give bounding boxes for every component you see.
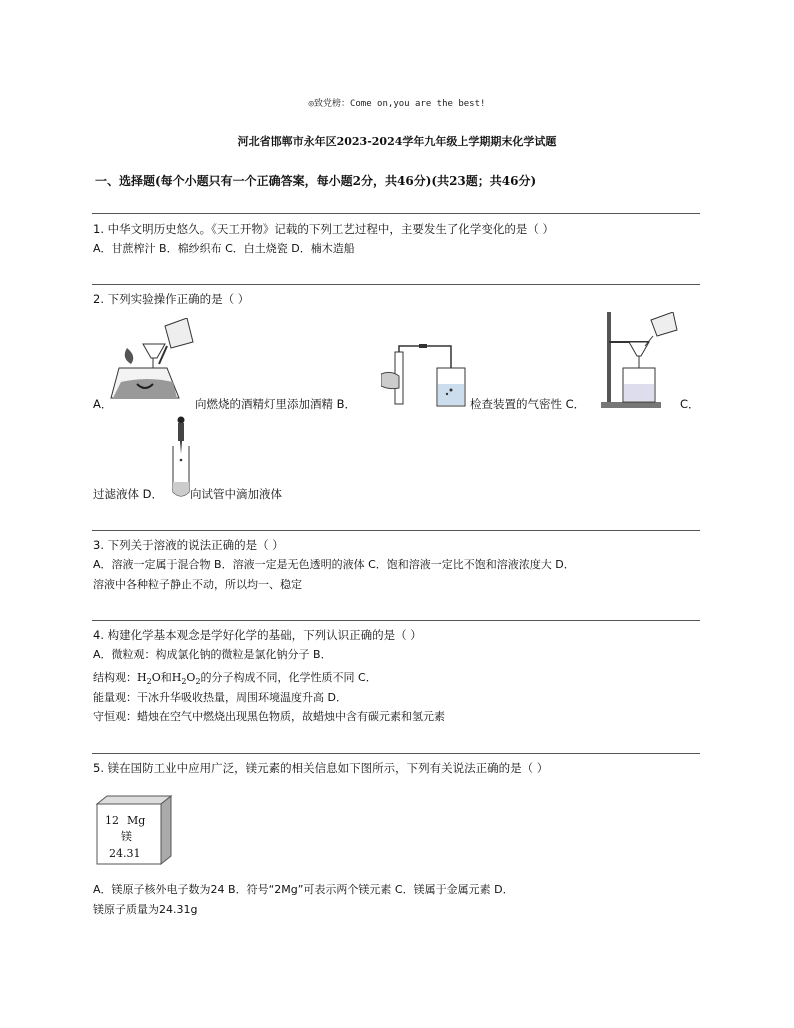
question-4-option-b: 结构观：$H_2O$和$H_2O_2$的分子构成不同，化学性质不同 C．	[93, 671, 377, 687]
question-4-option-c: 能量观：干冰升华吸收热量，周围环境温度升高 D．	[93, 691, 347, 704]
dropper-figure	[172, 416, 190, 498]
magnesium-element-card	[95, 794, 173, 866]
page-title: 河北省邯郸市永年区2023-2024学年九年级上学期期末化学试题	[237, 135, 557, 148]
question-2-option-c-text: 过滤液体 D．	[93, 487, 164, 501]
question-5-stem: 5. 镁在国防工业中应用广泛，镁元素的相关信息如下图所示，下列有关说法正确的是（ ）	[93, 761, 549, 775]
question-2-stem: 2. 下列实验操作正确的是（ ）	[93, 292, 250, 306]
question-2-option-c-label: C．	[680, 397, 700, 411]
element-mass: 24.31	[109, 847, 141, 860]
question-3-options-line2: 溶液中各种粒子静止不动，所以均一、稳定	[93, 578, 302, 591]
divider	[92, 213, 700, 214]
question-4-option-a: A．微粒观：构成氯化钠的微粒是氯化钠分子 B．	[93, 648, 332, 661]
airtightness-check-figure	[381, 344, 469, 408]
filtration-figure	[601, 312, 679, 408]
divider	[92, 284, 700, 285]
question-5-options-line1: A．镁原子核外电子数为24 B．符号“2Mg”可表示两个镁元素 C．镁属于金属元素 D．	[93, 883, 514, 896]
question-2-option-d-text: 向试管中滴加液体	[190, 487, 282, 501]
question-3-stem: 3. 下列关于溶液的说法正确的是（ ）	[93, 538, 284, 552]
divider	[92, 530, 700, 531]
question-4-option-d: 守恒观：蜡烛在空气中燃烧出现黑色物质，故蜡烛中含有碳元素和氢元素	[93, 710, 445, 723]
question-4-stem: 4. 构建化学基本观念是学好化学的基础，下列认识正确的是（ ）	[93, 628, 422, 642]
alcohol-lamp-refill-figure	[107, 318, 195, 408]
question-1-stem: 1. 中华文明历史悠久。《天工开物》记载的下列工艺过程中，主要发生了化学变化的是（ ）	[93, 222, 555, 236]
element-number: 12	[105, 814, 119, 827]
question-5-options-line2: 镁原子质量为24.31g	[93, 903, 198, 916]
element-name: 镁	[121, 830, 132, 843]
question-2-option-b-text: 检查装置的气密性 C．	[470, 397, 586, 411]
question-2-option-a-text: 向燃烧的酒精灯里添加酒精 B．	[195, 397, 357, 411]
divider	[92, 620, 700, 621]
section-heading: 一、选择题(每个小题只有一个正确答案，每小题2分，共46分)(共23题；共46分)	[95, 174, 537, 188]
element-symbol: Mg	[127, 814, 146, 827]
divider	[92, 753, 700, 754]
question-3-options-line1: A．溶液一定属于混合物 B．溶液一定是无色透明的液体 C．饱和溶液一定比不饱和溶液浓度大 D．	[93, 558, 575, 571]
motto: ◎致党榜：Come on,you are the best!	[308, 99, 486, 109]
question-2-option-a-label: A．	[93, 397, 113, 411]
question-1-options: A．甘蔗榨汁 B．棉纱织布 C．白土烧瓷 D．楠木造船	[93, 242, 355, 255]
